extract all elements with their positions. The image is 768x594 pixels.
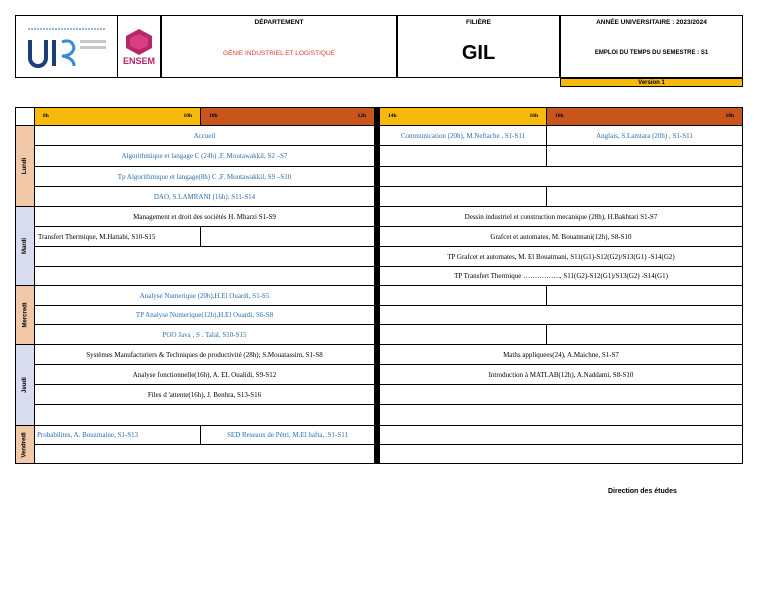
timetable [15,107,743,464]
course-cell: Introduction à MATLAB(12h), A.Naddami, S8-S10 [380,365,743,385]
course-cell: Analyse fonctionnelle(16h), A. EL Oualidi, S9-S12 [35,365,375,385]
course-cell: Anglais, S.Lamtara (20h) , S1-S11 [547,126,743,146]
empty-cell [35,247,375,267]
ensem-logo-text: ENSEM [122,55,155,66]
empty-cell [547,146,743,167]
empty-cell [380,385,743,405]
slot-16-18 [547,107,743,126]
department-label: DÉPARTEMENT [254,19,304,26]
empty-cell [35,405,375,426]
course-cell: TP Grafcet et automates, M. El Bouatmani, S11(G1)-S12(G2)/S13(G1) -S14(G2) [380,247,743,267]
empty-cell [380,445,743,464]
empty-cell [380,306,743,325]
academic-year: ANNÉE UNIVERSITAIRE : 2023/2024 [596,19,707,26]
time-label: 10h [209,113,218,119]
time-label: 18h [725,113,734,119]
time-label: 14h [388,113,397,119]
empty-cell [547,286,743,306]
day-label: Mardi [21,237,28,255]
empty-cell [380,405,743,426]
university-logo [15,15,118,78]
course-cell: Management et droit des sociétés H. Mharzi S1-S9 [35,207,375,227]
course-cell: SED Reseaux de Pétri, M.El hafta, .S1-S11 [201,426,375,445]
semester-label: EMPLOI DU TEMPS DU SEMESTRE : S1 [594,50,709,56]
empty-cell [380,325,547,345]
course-cell: Probabilites, A. Bouzmaine, S1-S13 [35,426,201,445]
time-label: 12h [357,113,366,119]
filiere-name: GIL [461,42,496,64]
course-cell: DAO, S.LAMRANI (16h). S11-S14 [35,187,375,207]
empty-cell [380,426,743,445]
empty-cell [380,286,547,306]
course-cell: POO Java , S . Talal, S10-S15 [35,325,375,345]
version-badge: Version 1 [560,78,743,87]
day-label: Jeudi [21,377,28,393]
header [15,15,743,78]
ensem-logo-icon [124,28,154,56]
course-cell: Systèmes Manufacturiers & Techniques de productivité (28h); S.Mouatassim, S1-S8 [35,345,375,365]
time-label: 8h [43,113,49,119]
empty-cell [547,187,743,207]
corner-cell [15,107,35,126]
empty-cell [380,146,547,167]
empty-cell [35,445,375,464]
course-cell: TP Analyse Numerique(12h),H.El Ouardi, S6-S8 [35,306,375,325]
empty-cell [380,167,743,187]
department-name: GÉNIE INDUSTRIEL ET LOGISTIQUE [223,50,335,57]
course-cell: Communication (20h), M.Neftache , S1-S11 [380,126,547,146]
course-cell: TP Transfert Thermique ……………., S11(G2)-S12(G1)/S13(G2) -S14(G1) [380,267,743,286]
slot-8-10 [35,107,201,126]
course-cell: Dessin industriel et construction mecanique (28h), H.Bakhtari S1-S7 [380,207,743,227]
course-cell: Algorithmique et langage C (24h) ,F. Moutawakkil, S2 –S7 [35,146,375,167]
time-label: 16h [555,113,564,119]
course-cell: Files d 'attente(16h), J. Benhra, S13-S16 [35,385,375,405]
year-cell [560,15,743,78]
empty-cell [201,227,375,247]
slot-10-12 [201,107,375,126]
empty-cell [35,267,375,286]
time-label: 16h [529,113,538,119]
course-cell: Grafcet et automates, M. Bouatmani(12h), S8-S10 [380,227,743,247]
slot-14-16 [380,107,547,126]
empty-cell [380,187,547,207]
ensem-logo [118,15,161,78]
day-label: Vendredi [22,431,28,458]
day-label: Mercredi [22,302,29,328]
university-logo-icon [22,22,112,72]
time-label: 10h [183,113,192,119]
course-cell: Accueil [35,126,375,146]
filiere-label: FILIÈRE [466,19,491,26]
course-cell: Transfert Thermique, M.Hattabi, S10-S15 [35,227,201,247]
filiere-cell [397,15,560,78]
footer-signature: Direction des études [608,488,677,495]
empty-cell [547,325,743,345]
course-cell: Analyse Numerique (20h),H.El Ouardi, S1-S5 [35,286,375,306]
day-label: Lundi [21,157,28,175]
course-cell: Maths appliquees(24), A.Maichne, S1-S7 [380,345,743,365]
department-cell [161,15,397,78]
course-cell: Tp Algorithmique et langage(8h) C ,F. Moutawakkil, S9 –S10 [35,167,375,187]
midday-separator [375,107,380,464]
